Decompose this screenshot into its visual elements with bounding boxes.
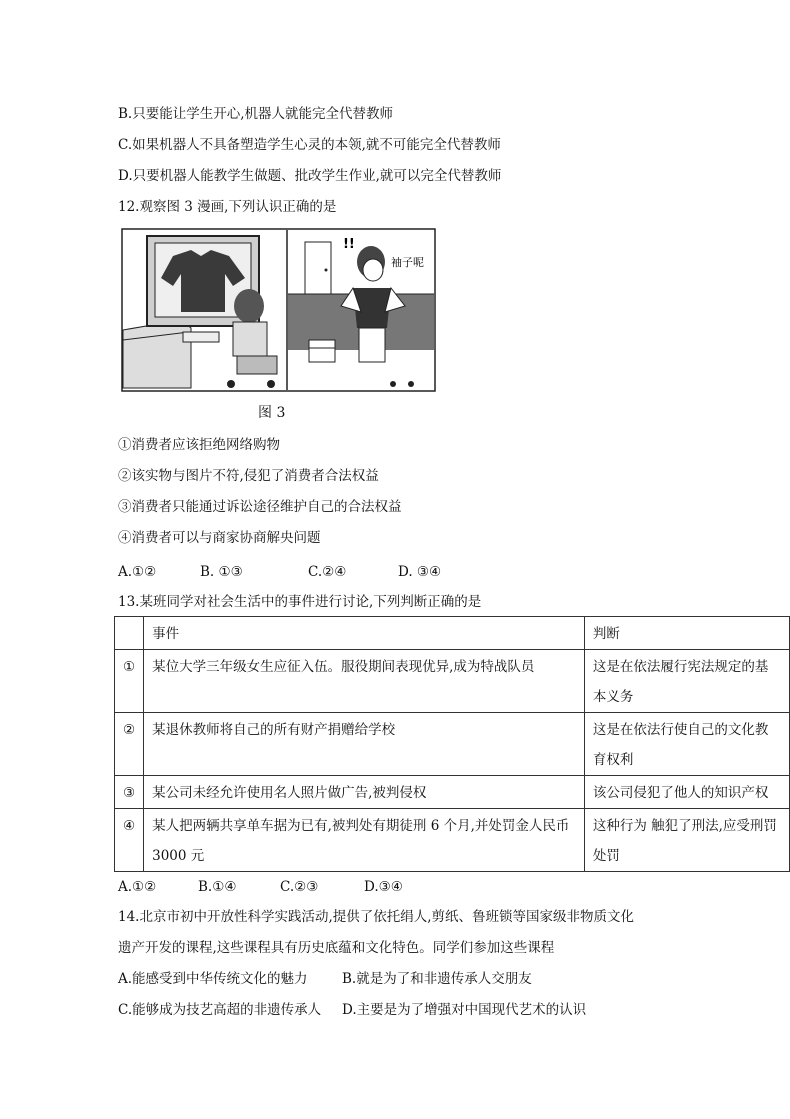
q12-statement-4: ④消费者可以与商家协商解央问题 [118,530,321,546]
q12-option-d: D. ③④ [398,564,442,580]
q14-option-b: B.就是为了和非遗传承人交朋友 [342,971,532,987]
q11-option-b: B.只要能让学生开心,机器人就能完全代替教师 [118,106,394,122]
q12-option-c: C.②④ [308,564,347,580]
q14-stem-line2: 遗产开发的课程,这些课程具有历史底蕴和文化特色。同学们参加这些课程 [118,940,555,956]
table-row [115,809,790,872]
q14-options-row2 [118,1000,586,1020]
q14-option-a: A.能感受到中华传统文化的魅力 [118,971,308,987]
q12-cartoon-figure [121,228,436,392]
q14-option-d: D.主要是为了增强对中国现代艺术的认识 [342,1002,587,1018]
q13-option-d: D.③④ [364,879,403,895]
q12-statement-1: ①消费者应该拒绝网络购物 [118,437,280,453]
q13-option-b: B.①④ [198,879,237,895]
exclaim-mark: !! [343,237,355,252]
q14-options-row1 [118,969,532,989]
q13-option-c: C.②③ [280,879,319,895]
speech-bubble-text: 袖子呢 [391,256,424,269]
q11-option-d: D.只要机器人能教学生做题、批改学生作业,就可以完全代替教师 [118,168,502,184]
q12-statement-3: ③消费者只能通过诉讼途径维护自己的合法权益 [118,499,402,515]
q14-option-c: C.能够成为技艺高超的非遗传承人 [118,1002,322,1018]
header-judge: 判断 [592,626,620,642]
row-judge: 这种行为 触犯了刑法,应受刑罚处罚 [592,818,777,864]
row-number: ③ [123,785,136,801]
table-row [115,650,790,713]
q13-option-a: A.①② [118,879,157,895]
table-row [115,776,790,809]
row-number: ① [123,659,136,675]
row-event: 某退休教师将自己的所有财产捐赠给学校 [152,722,396,738]
q12-options [118,562,441,582]
row-judge: 这是在依法行使自己的文化教育权利 [592,722,769,768]
row-judge: 这是在依法履行宪法规定的基本义务 [592,659,769,705]
row-judge: 该公司侵犯了他人的知识产权 [592,785,769,801]
cartoon-illustration [121,228,436,392]
q12-statement-2: ②该实物与图片不符,侵犯了消费者合法权益 [118,468,379,484]
row-event: 某公司未经允许使用名人照片做广告,被判侵权 [152,785,427,801]
q13-options [118,877,403,897]
figure-caption: 图 3 [258,405,286,421]
table-header-row [115,617,790,650]
q12-option-b: B. ①③ [200,564,243,580]
q13-stem: 13.某班同学对社会生活中的事件进行讨论,下列判断正确的是 [118,594,482,610]
row-event: 某位大学三年级女生应征入伍。服役期间表现优异,成为特战队员 [152,659,535,675]
q11-option-c: C.如果机器人不具备塑造学生心灵的本领,就不可能完全代替教师 [118,137,501,153]
row-number: ② [123,722,136,738]
row-event: 某人把两辆共享单车据为已有,被判处有期徒刑 6 个月,并处罚金人民币 3000 元 [152,818,570,864]
q12-stem: 12.观察图 3 漫画,下列认识正确的是 [118,199,337,215]
q12-option-a: A.①② [118,564,157,580]
table-row [115,713,790,776]
header-event: 事件 [152,626,180,642]
q13-table [114,616,790,872]
row-number: ④ [123,818,136,834]
q14-stem-line1: 14.北京市初中开放性科学实践活动,提供了依托绢人,剪纸、鲁班锁等国家级非物质文化 [118,909,635,925]
